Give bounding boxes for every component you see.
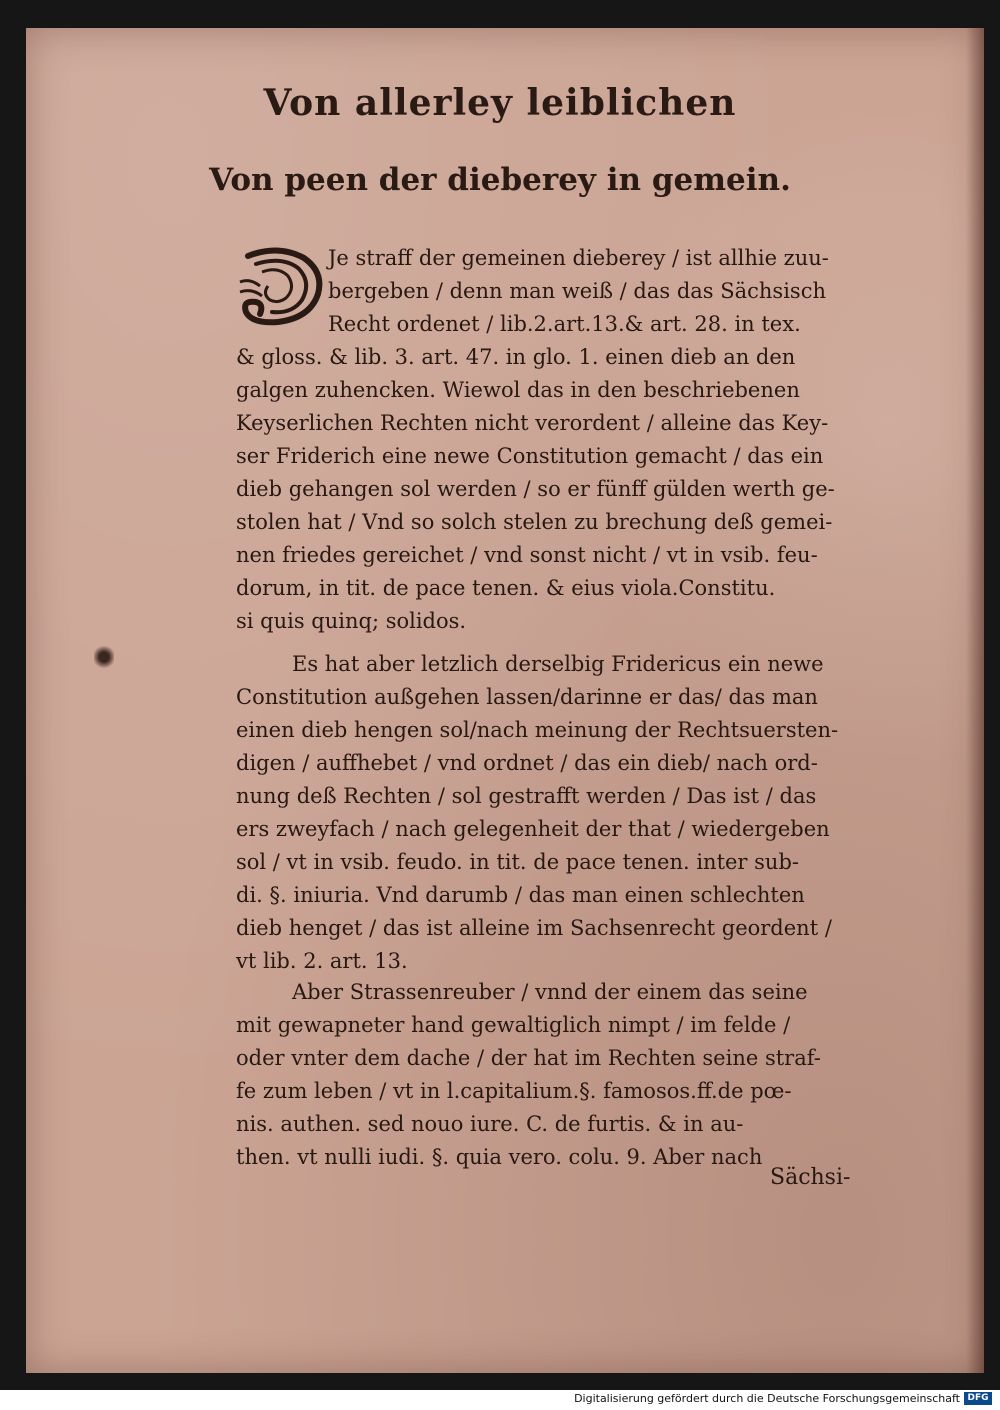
page-edge-shadow: [966, 28, 984, 1373]
text-line: di. §. iniuria. Vnd darumb / das man einen schlechten: [236, 883, 805, 907]
text-line: digen / auffhebet / vnd ordnet / das ein dieb/ nach ord-: [236, 751, 818, 775]
dfg-logo: DFG: [964, 1392, 992, 1405]
text-line: Recht ordenet / lib.2.art.13.& art. 28. in tex.: [328, 312, 801, 336]
funding-credit: Digitalisierung gefördert durch die Deutsche Forschungsgemeinschaft: [574, 1392, 960, 1405]
paragraph-2: [236, 648, 896, 978]
text-line: ers zweyfach / nach gelegenheit der that / wiedergeben: [236, 817, 830, 841]
text-line: dieb henget / das ist alleine im Sachsenrecht geordent /: [236, 916, 832, 940]
text-line: then. vt nulli iudi. §. quia vero. colu. 9. Aber nach: [236, 1145, 763, 1169]
text-line: galgen zuhencken. Wiewol das in den beschriebenen: [236, 378, 800, 402]
paragraph-1: [236, 242, 896, 638]
text-line: dorum, in tit. de pace tenen. & eius viola.Constitu.: [236, 576, 776, 600]
section-heading: Von peen der dieberey in gemein.: [209, 162, 791, 198]
text-line: si quis quinq; solidos.: [236, 609, 467, 633]
text-line: sol / vt in vsib. feudo. in tit. de pace tenen. inter sub-: [236, 850, 799, 874]
text-line: fe zum leben / vt in l.capitalium.§. famosos.ff.de pœ-: [236, 1079, 792, 1103]
ink-blot: [94, 644, 114, 670]
text-line: ser Friderich eine newe Constitution gemacht / das ein: [236, 444, 824, 468]
text-line: nis. authen. sed nouo iure. C. de furtis. & in au-: [236, 1112, 744, 1136]
text-line: stolen hat / Vnd so solch stelen zu brechung deß gemei-: [236, 510, 833, 534]
text-line: mit gewapneter hand gewaltiglich nimpt / im felde /: [236, 1013, 791, 1037]
text-line: Aber Strassenreuber / vnnd der einem das seine: [292, 980, 808, 1004]
text-line: dieb gehangen sol werden / so er fünff gülden werth ge-: [236, 477, 835, 501]
text-line: nen friedes gereichet / vnd sonst nicht / vt in vsib. feu-: [236, 543, 818, 567]
text-line: Keyserlichen Rechten nicht verordent / alleine das Key-: [236, 411, 829, 435]
paragraph-3: [236, 976, 896, 1174]
text-line: einen dieb hengen sol/nach meinung der Rechtsuersten-: [236, 718, 839, 742]
page-title: Von allerley leiblichen: [263, 82, 737, 124]
text-line: Es hat aber letzlich derselbig Fridericus ein newe: [292, 652, 824, 676]
text-line: oder vnter dem dache / der hat im Rechten seine straf-: [236, 1046, 821, 1070]
text-line: bergeben / denn man weiß / das das Sächsisch: [328, 279, 826, 303]
catchword: Sächsi-: [770, 1165, 851, 1190]
text-line: Je straff der gemeinen dieberey / ist allhie zuu-: [328, 246, 829, 270]
text-line: Constitution außgehen lassen/darinne er das/ das man: [236, 685, 818, 709]
text-line: nung deß Rechten / sol gestrafft werden / Das ist / das: [236, 784, 817, 808]
text-line: & gloss. & lib. 3. art. 47. in glo. 1. einen dieb an den: [236, 345, 796, 369]
text-line: vt lib. 2. art. 13.: [236, 949, 408, 973]
